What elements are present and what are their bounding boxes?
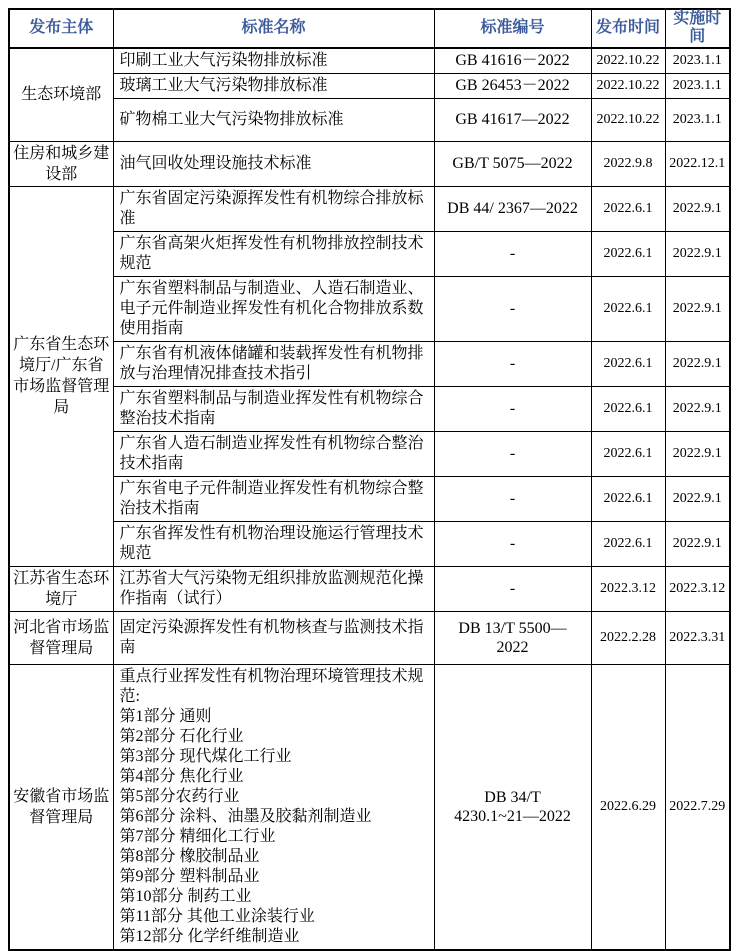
implementation-date-cell: 2022.7.29 bbox=[665, 664, 730, 950]
org-cell: 住房和城乡建设部 bbox=[9, 141, 113, 186]
col-header-issue-date: 发布时间 bbox=[591, 9, 665, 48]
col-header-implementation-date: 实施时间 bbox=[665, 9, 730, 48]
standard-name-line: 第11部分 其他工业涂装行业 bbox=[119, 907, 315, 925]
standard-name-cell: 广东省有机液体储罐和装载挥发性有机物排放与治理情况排查技术指引 bbox=[113, 341, 434, 386]
org-cell: 河北省市场监督管理局 bbox=[9, 611, 113, 664]
standard-number-cell: GB 41616－2022 bbox=[434, 48, 591, 74]
table-row bbox=[9, 48, 730, 74]
standard-name-cell: 广东省高架火炬挥发性有机物排放控制技术规范 bbox=[113, 231, 434, 276]
implementation-date-cell: 2022.12.1 bbox=[665, 141, 730, 186]
standard-name-line: 第8部分 橡胶制品业 bbox=[119, 847, 260, 865]
table-row bbox=[9, 186, 730, 231]
table-row bbox=[9, 341, 730, 386]
org-cell: 生态环境部 bbox=[9, 48, 113, 142]
table-row bbox=[9, 276, 730, 341]
org-cell: 广东省生态环境厅/广东省市场监督管理局 bbox=[9, 186, 113, 566]
col-header-standard-number: 标准编号 bbox=[434, 9, 591, 48]
table-row bbox=[9, 141, 730, 186]
table-row bbox=[9, 476, 730, 521]
standard-number-line: DB 34/T bbox=[484, 788, 541, 806]
table-row bbox=[9, 73, 730, 98]
standard-number-line: DB 13/T 5500— bbox=[458, 619, 567, 637]
standard-number-cell: GB 41617—2022 bbox=[434, 98, 591, 141]
org-cell: 安徽省市场监督管理局 bbox=[9, 664, 113, 950]
implementation-date-cell: 2022.9.1 bbox=[665, 276, 730, 341]
standard-number-cell: - bbox=[434, 231, 591, 276]
standard-name-cell: 广东省塑料制品与制造业挥发性有机物综合整治技术指南 bbox=[113, 386, 434, 431]
issue-date-cell: 2022.9.8 bbox=[591, 141, 665, 186]
issue-date-cell: 2022.2.28 bbox=[591, 611, 665, 664]
standard-number-cell: GB 26453－2022 bbox=[434, 73, 591, 98]
implementation-date-cell: 2022.9.1 bbox=[665, 521, 730, 566]
standard-name-cell: 油气回收处理设施技术标准 bbox=[113, 141, 434, 186]
table-row bbox=[9, 431, 730, 476]
issue-date-cell: 2022.6.29 bbox=[591, 664, 665, 950]
standard-number-cell: - bbox=[434, 566, 591, 611]
standard-name-cell: 广东省塑料制品与制造业、人造石制造业、电子元件制造业挥发性有机化合物排放系数使用指南 bbox=[113, 276, 434, 341]
standard-name-line: 第12部分 化学纤维制造业 bbox=[119, 927, 300, 945]
standard-number-line: 2022 bbox=[496, 638, 529, 656]
standard-number-cell: - bbox=[434, 476, 591, 521]
standard-name-cell: 广东省人造石制造业挥发性有机物综合整治技术指南 bbox=[113, 431, 434, 476]
implementation-date-cell: 2022.9.1 bbox=[665, 386, 730, 431]
standard-name-cell: 印刷工业大气污染物排放标准 bbox=[113, 48, 434, 74]
issue-date-cell: 2022.6.1 bbox=[591, 276, 665, 341]
issue-date-cell: 2022.6.1 bbox=[591, 476, 665, 521]
implementation-date-cell: 2023.1.1 bbox=[665, 48, 730, 74]
standard-number-cell bbox=[434, 611, 591, 664]
standard-number-cell: - bbox=[434, 341, 591, 386]
table-row bbox=[9, 611, 730, 664]
table-body bbox=[9, 48, 730, 950]
implementation-date-cell: 2023.1.1 bbox=[665, 98, 730, 141]
implementation-date-cell: 2022.9.1 bbox=[665, 341, 730, 386]
standard-name-cell: 矿物棉工业大气污染物排放标准 bbox=[113, 98, 434, 141]
issue-date-cell: 2022.6.1 bbox=[591, 386, 665, 431]
standard-name-cell: 广东省固定污染源挥发性有机物综合排放标准 bbox=[113, 186, 434, 231]
implementation-date-cell: 2022.9.1 bbox=[665, 186, 730, 231]
table-row bbox=[9, 664, 730, 950]
standard-number-cell: - bbox=[434, 431, 591, 476]
standard-name-line: 第9部分 塑料制品业 bbox=[119, 867, 260, 885]
table-row bbox=[9, 566, 730, 611]
implementation-date-cell: 2022.9.1 bbox=[665, 476, 730, 521]
implementation-date-cell: 2022.3.31 bbox=[665, 611, 730, 664]
implementation-date-cell: 2022.9.1 bbox=[665, 231, 730, 276]
issue-date-cell: 2022.3.12 bbox=[591, 566, 665, 611]
standard-name-cell: 江苏省大气污染物无组织排放监测规范化操作指南（试行） bbox=[113, 566, 434, 611]
standard-number-cell bbox=[434, 664, 591, 950]
issue-date-cell: 2022.10.22 bbox=[591, 73, 665, 98]
issue-date-cell: 2022.6.1 bbox=[591, 186, 665, 231]
standard-name-line: 第10部分 制药工业 bbox=[119, 887, 252, 905]
standard-name-cell: 固定污染源挥发性有机物核查与监测技术指南 bbox=[113, 611, 434, 664]
standard-name-line: 第2部分 石化行业 bbox=[119, 727, 244, 745]
issue-date-cell: 2022.10.22 bbox=[591, 48, 665, 74]
issue-date-cell: 2022.6.1 bbox=[591, 521, 665, 566]
standard-name-line: 第1部分 通则 bbox=[119, 707, 212, 725]
standard-number-cell: - bbox=[434, 386, 591, 431]
standard-name-line: 第4部分 焦化行业 bbox=[119, 767, 244, 785]
standard-number-cell: GB/T 5075—2022 bbox=[434, 141, 591, 186]
col-header-standard-name: 标准名称 bbox=[113, 9, 434, 48]
standard-name-cell: 广东省挥发性有机物治理设施运行管理技术规范 bbox=[113, 521, 434, 566]
table-row bbox=[9, 386, 730, 431]
table-row bbox=[9, 98, 730, 141]
issue-date-cell: 2022.10.22 bbox=[591, 98, 665, 141]
standard-name-line: 第7部分 精细化工行业 bbox=[119, 827, 276, 845]
header-row bbox=[9, 9, 730, 48]
standard-number-cell: DB 44/ 2367—2022 bbox=[434, 186, 591, 231]
implementation-date-cell: 2022.9.1 bbox=[665, 431, 730, 476]
standard-name-line: 第3部分 现代煤化工行业 bbox=[119, 747, 292, 765]
implementation-date-cell: 2022.3.12 bbox=[665, 566, 730, 611]
issue-date-cell: 2022.6.1 bbox=[591, 431, 665, 476]
implementation-date-cell: 2023.1.1 bbox=[665, 73, 730, 98]
standard-name-line: 第6部分 涂料、油墨及胶黏剂制造业 bbox=[119, 807, 372, 825]
table-row bbox=[9, 521, 730, 566]
standards-table bbox=[8, 8, 731, 951]
standard-name-cell bbox=[113, 664, 434, 950]
standard-name-line: 重点行业挥发性有机物治理环境管理技术规范: bbox=[119, 667, 424, 705]
standard-name-cell: 玻璃工业大气污染物排放标准 bbox=[113, 73, 434, 98]
standard-name-line: 第5部分农药行业 bbox=[119, 787, 240, 805]
col-header-publisher: 发布主体 bbox=[9, 9, 113, 48]
standard-number-cell: - bbox=[434, 276, 591, 341]
org-cell: 江苏省生态环境厅 bbox=[9, 566, 113, 611]
table-row bbox=[9, 231, 730, 276]
standard-name-cell: 广东省电子元件制造业挥发性有机物综合整治技术指南 bbox=[113, 476, 434, 521]
standard-number-line: 4230.1~21—2022 bbox=[454, 807, 571, 825]
issue-date-cell: 2022.6.1 bbox=[591, 341, 665, 386]
standard-number-cell: - bbox=[434, 521, 591, 566]
issue-date-cell: 2022.6.1 bbox=[591, 231, 665, 276]
